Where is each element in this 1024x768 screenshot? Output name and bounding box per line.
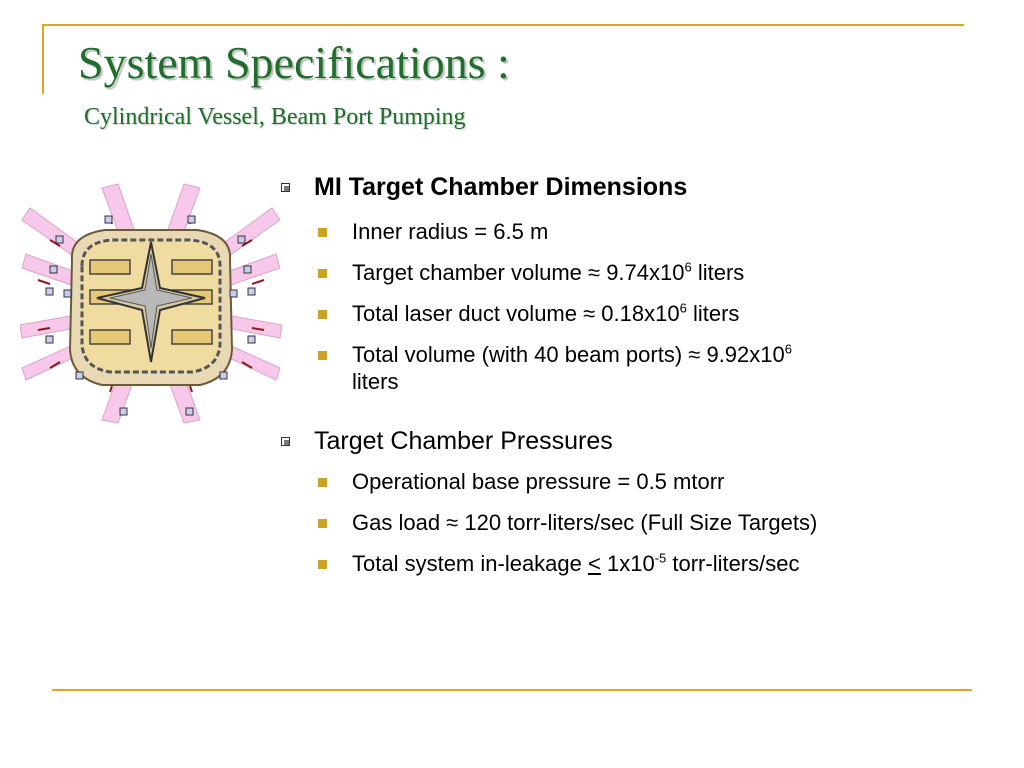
list-item: Operational base pressure = 0.5 mtorr (278, 468, 998, 495)
section-heading: Target Chamber Pressures (278, 426, 998, 456)
left-rule (42, 24, 44, 94)
list-item: Total volume (with 40 beam ports) ≈ $9.92x10^6$ liters (278, 341, 998, 395)
square-bullet-icon (281, 437, 290, 446)
bottom-rule (52, 689, 972, 691)
target-chamber-diagram-icon (20, 180, 282, 425)
list-item: Target chamber volume ≈ $9.74x10^6$ liters (278, 259, 998, 286)
bullet-icon (318, 478, 327, 487)
square-bullet-icon (281, 183, 290, 192)
list-item: Total system in-leakage < $1x10^{-5}$ torr-liters/sec (278, 550, 998, 577)
bullet-icon (318, 310, 327, 319)
slide-title: System Specifications : (78, 37, 510, 88)
bullet-icon (318, 228, 327, 237)
slide-subtitle: Cylindrical Vessel, Beam Port Pumping (84, 104, 466, 130)
slide-content (278, 172, 998, 577)
list-item: Total laser duct volume ≈ $0.18x10^6$ liters (278, 300, 998, 327)
section-heading: MI Target Chamber Dimensions (278, 172, 998, 202)
section-pressures (278, 426, 998, 577)
list-item: Gas load ≈ 120 torr-liters/sec (Full Size Targets) (278, 509, 998, 536)
section-dimensions (278, 172, 998, 395)
list-item: Inner radius = 6.5 m (278, 218, 998, 245)
top-rule (42, 24, 964, 26)
bullet-icon (318, 351, 327, 360)
bullet-icon (318, 560, 327, 569)
bullet-icon (318, 519, 327, 528)
bullet-icon (318, 269, 327, 278)
